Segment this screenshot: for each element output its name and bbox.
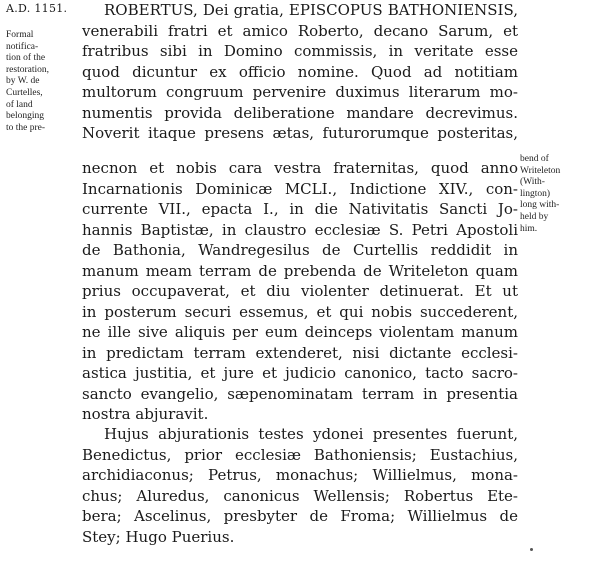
- paragraph-salutation: [82, 0, 518, 144]
- text-line: sancto evangelio, sæpenominatam terram in presentia: [82, 384, 518, 403]
- margin-note-line: held by: [520, 211, 549, 222]
- text-line: Incarnationis Dominicæ MCLI., Indictione XIV., con-: [82, 179, 518, 198]
- text-line: fratribus sibi in Domino commissis, in veritate esse: [82, 42, 518, 60]
- text-line: bera; Ascelinus, presbyter de Froma; Willielmus de: [82, 507, 518, 525]
- text-line: astica justitia, et jure et judicio canonico, tacto sacro-: [82, 364, 518, 382]
- margin-note-line: restoration,: [6, 64, 50, 75]
- margin-note-line: long with-: [520, 200, 560, 211]
- paragraph-witnesses: [82, 424, 518, 547]
- margin-note-line: belonging: [6, 111, 44, 122]
- text-line: Benedictus, prior ecclesiæ Bathoniensis; Eustachius,: [82, 445, 518, 464]
- text-line: archidiaconus; Petrus, monachus; Willielmus, mona-: [82, 466, 518, 484]
- margin-note-line: by W. de: [6, 76, 40, 87]
- text-line: Hujus abjurationis testes ydonei presentes fuerunt,: [104, 425, 518, 443]
- year-heading: A.D. 1151.: [6, 2, 68, 15]
- text-line: currente VII., epacta I., in die Nativitatis Sancti Jo-: [82, 200, 518, 218]
- margin-note-line: lington): [520, 188, 551, 199]
- margin-note-right: [520, 154, 596, 235]
- margin-note-line: of land: [6, 99, 33, 110]
- text-line: numentis provida deliberatione mandare decrevimus.: [82, 103, 518, 122]
- paragraph-narrative: [82, 158, 518, 425]
- margin-note-line: Writeleton: [520, 165, 561, 176]
- margin-note-left: [6, 30, 74, 134]
- text-line: venerabili fratri et amico Roberto, decano Sarum, et: [82, 21, 518, 40]
- text-line: hannis Baptistæ, in claustro ecclesiæ S. Petri Apostoli: [82, 220, 518, 239]
- text-line: manum meam terram de prebenda de Writeleton quam: [82, 261, 518, 280]
- margin-note-line: him.: [520, 223, 538, 234]
- text-line: Stey; Hugo Puerius.: [82, 527, 235, 546]
- margin-note-line: tion of the: [6, 53, 46, 64]
- text-line: multorum congruum pervenire duximus literarum mo-: [82, 83, 518, 101]
- text-line: necnon et nobis cara vestra fraternitas, quod anno: [82, 159, 518, 177]
- text-line: in posterum securi essemus, et qui nobis succederent,: [82, 302, 518, 321]
- text-line: Noverit itaque presens ætas, futurorumque posteritas,: [82, 124, 518, 142]
- text-line: de Bathonia, Wandregesilus de Curtellis reddidit in: [82, 241, 518, 259]
- margin-note-line: to the pre-: [6, 122, 46, 133]
- margin-note-line: bend of: [520, 154, 549, 164]
- margin-note-line: (With-: [520, 177, 545, 188]
- margin-note-line: Curtelles,: [6, 87, 43, 98]
- text-line: nostra abjuravit.: [82, 405, 209, 423]
- margin-note-line: notifica-: [6, 41, 39, 52]
- margin-note-line: Formal: [6, 30, 34, 40]
- text-line: ROBERTUS, Dei gratia, EPISCOPUS BATHONIENSIS,: [104, 1, 518, 19]
- text-line: chus; Aluredus, canonicus Wellensis; Robertus Ete-: [82, 486, 518, 505]
- text-line: ne ille sive aliquis per eum deinceps violentam manum: [82, 323, 518, 341]
- print-speck: [530, 548, 533, 551]
- text-line: quod dicuntur ex officio nomine. Quod ad notitiam: [82, 62, 518, 81]
- text-line: prius occupaverat, et diu violenter detinuerat. Et ut: [82, 282, 518, 300]
- text-line: in predictam terram extenderet, nisi dictante ecclesi-: [82, 343, 518, 362]
